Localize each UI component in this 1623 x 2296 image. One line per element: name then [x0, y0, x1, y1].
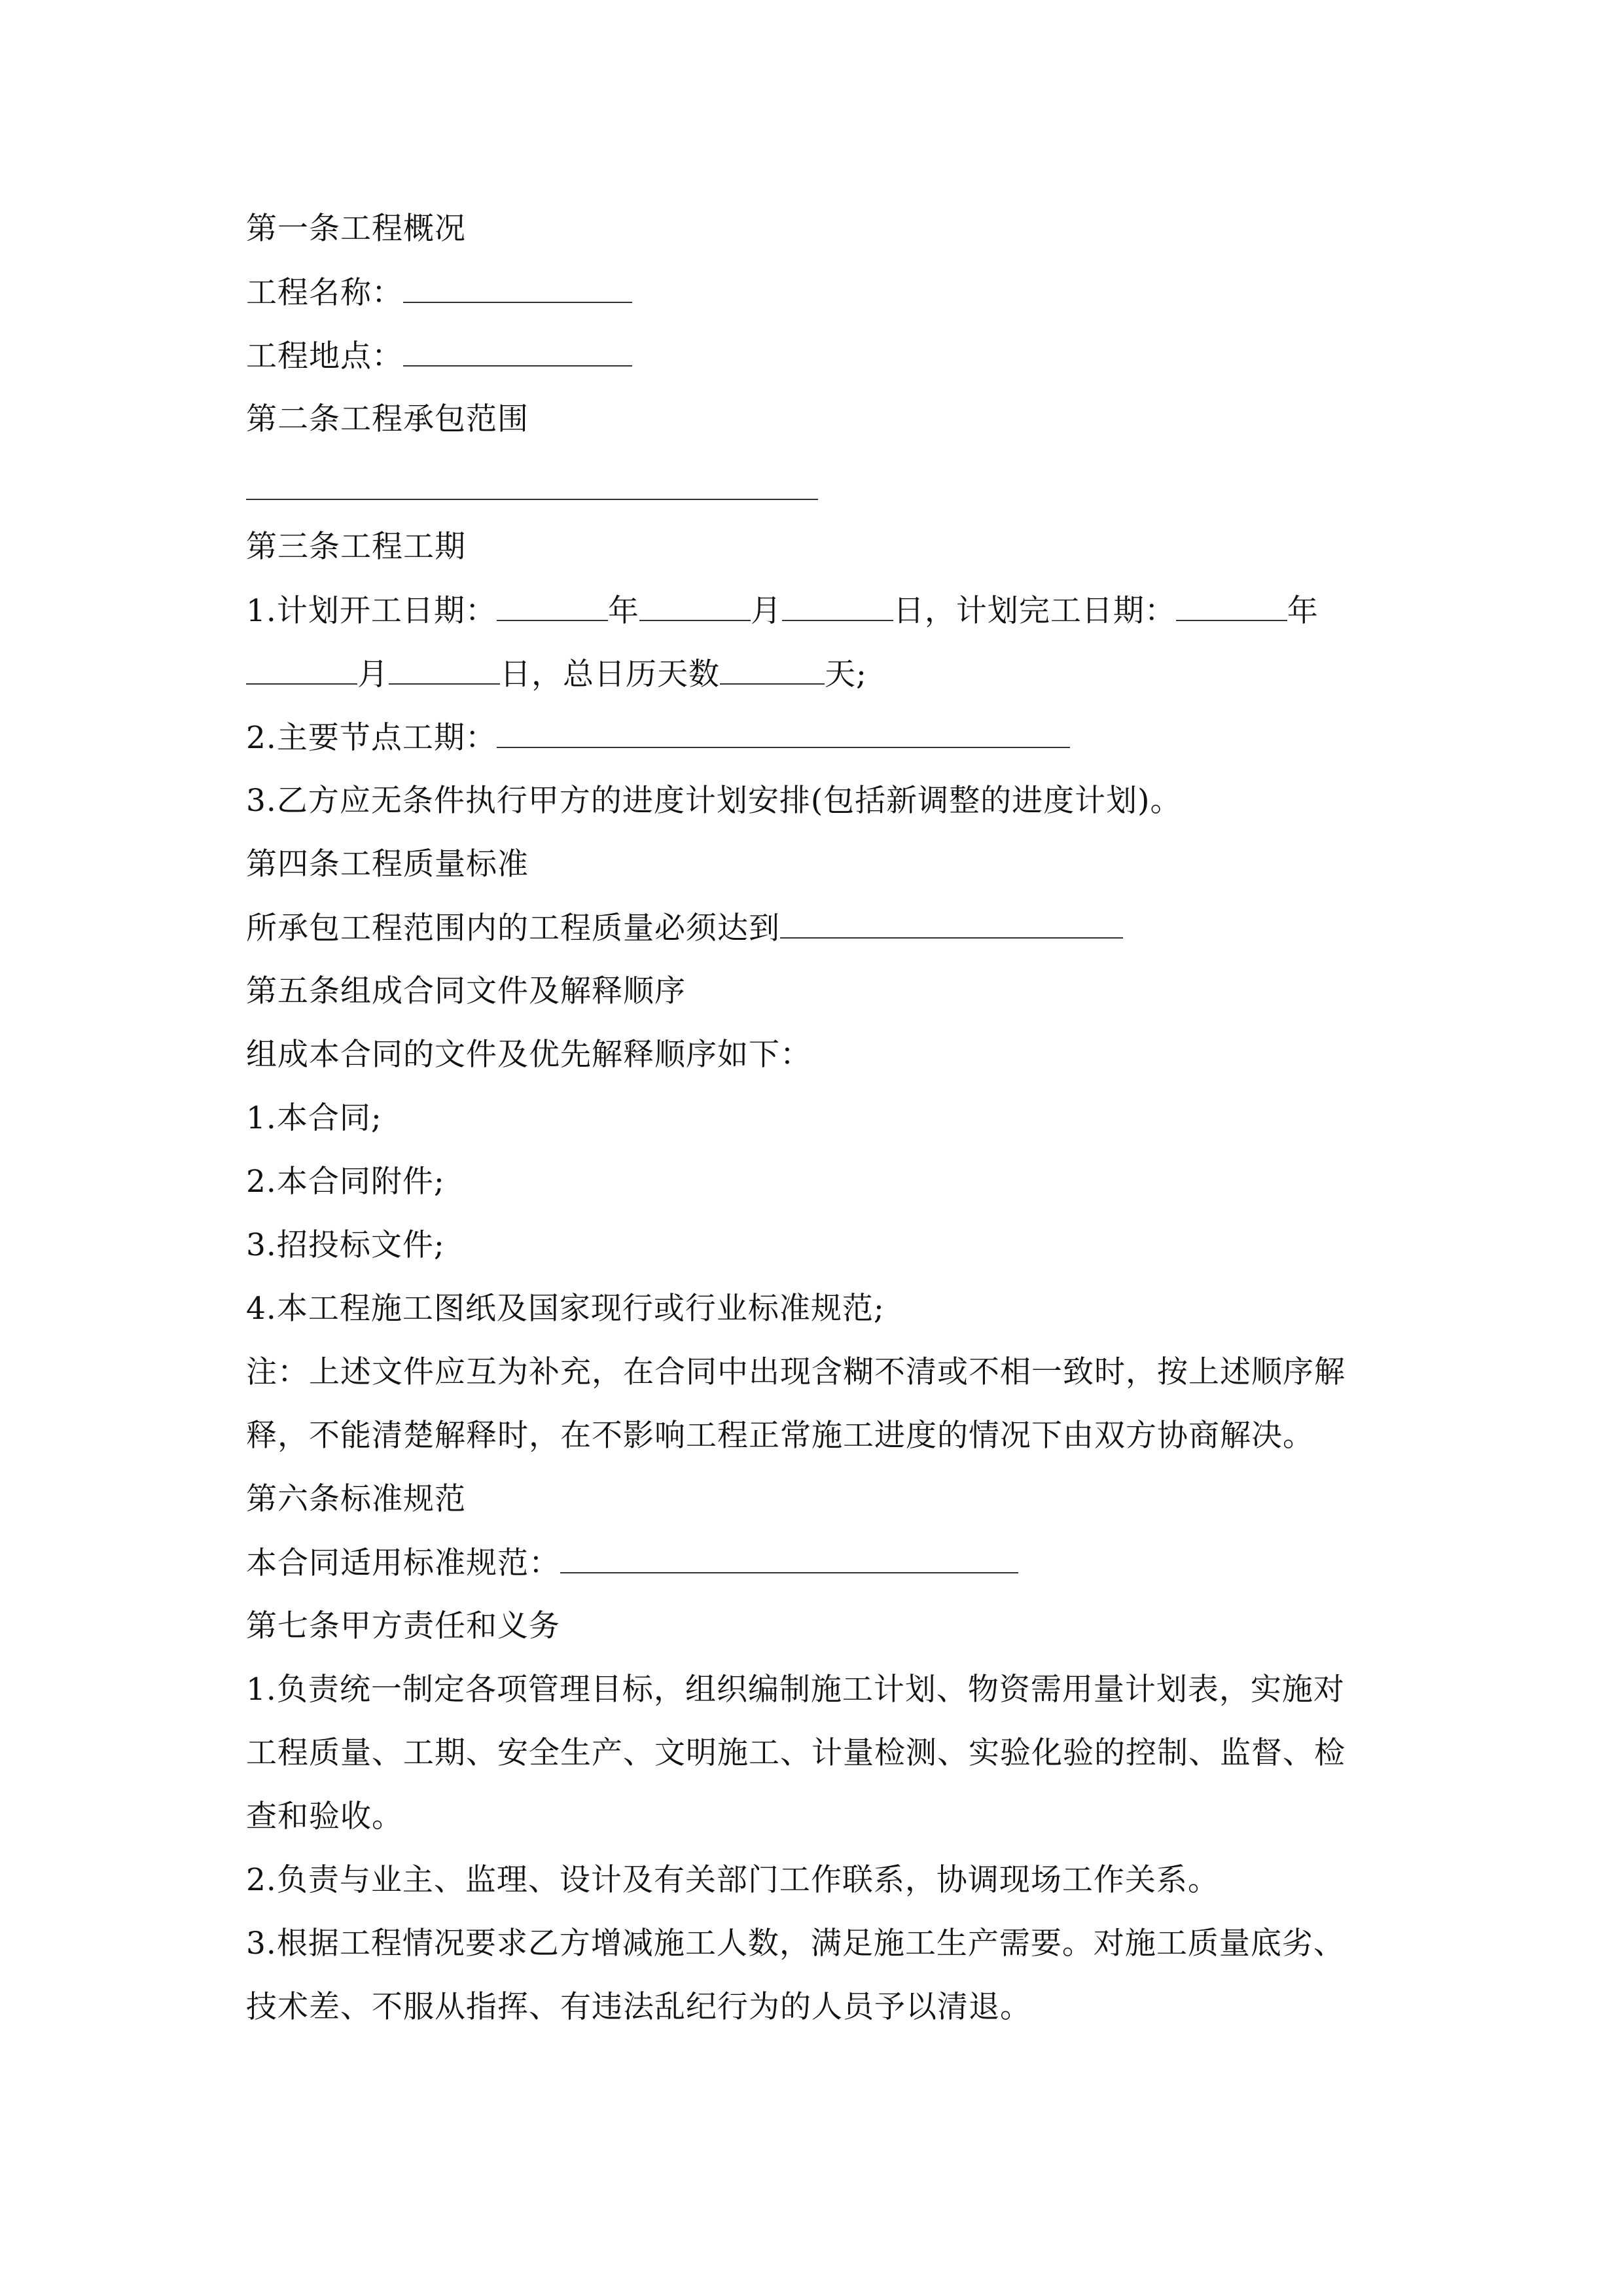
section-2-title: 第二条工程承包范围 [246, 401, 529, 437]
finish-year-blank[interactable] [1176, 591, 1287, 621]
finish-year-unit: 年 [1287, 593, 1319, 629]
standards-label: 本合同适用标准规范： [246, 1545, 560, 1581]
duty-1-line-1: 1.负责统一制定各项管理目标，组织编制施工计划、物资需用量计划表，实施对 [246, 1672, 1345, 1708]
duty-1-line-2: 工程质量、工期、安全生产、文明施工、计量检测、实验化验的控制、监督、检 [246, 1735, 1346, 1771]
document-list-item: 1.本合同; [246, 1100, 382, 1136]
duty-2: 2.负责与业主、监理、设计及有关部门工作联系，协调现场工作关系。 [246, 1862, 1219, 1898]
project-site-row [246, 336, 632, 376]
start-year-unit: 年 [607, 593, 639, 629]
quality-row [246, 908, 1123, 948]
total-days-label: 日，总日历天数 [500, 656, 720, 692]
schedule-finish-row [246, 655, 867, 694]
duty-3-line-2: 技术差、不服从指挥、有违法乱纪行为的人员予以清退。 [246, 1989, 1031, 2025]
section-6-title: 第六条标准规范 [246, 1481, 466, 1517]
start-date-label: 1.计划开工日期： [246, 593, 497, 629]
total-days-unit: 天; [825, 656, 867, 692]
duty-1-line-3: 查和验收。 [246, 1799, 403, 1835]
finish-month-unit: 月 [357, 656, 389, 692]
total-days-blank[interactable] [720, 655, 825, 685]
document-list-item: 3.招投标文件; [246, 1227, 445, 1263]
project-site-blank[interactable] [403, 336, 632, 367]
milestone-blank[interactable] [497, 718, 1070, 748]
section-7-title: 第七条甲方责任和义务 [246, 1608, 560, 1644]
standards-blank[interactable] [560, 1543, 1018, 1573]
start-year-blank[interactable] [497, 591, 608, 621]
start-day-unit: 日， [893, 593, 956, 629]
document-list-item: 2.本合同附件; [246, 1164, 445, 1200]
schedule-clause-3: 3.乙方应无条件执行甲方的进度计划安排(包括新调整的进度计划)。 [246, 783, 1182, 819]
start-month-blank[interactable] [639, 591, 751, 621]
quality-label: 所承包工程范围内的工程质量必须达到 [246, 910, 780, 946]
quality-blank[interactable] [780, 908, 1123, 939]
finish-day-blank[interactable] [389, 655, 500, 685]
project-site-label: 工程地点： [246, 338, 403, 374]
scope-blank-line[interactable] [246, 499, 818, 500]
standards-row [246, 1543, 1018, 1583]
documents-intro: 组成本合同的文件及优先解释顺序如下： [246, 1037, 812, 1073]
project-name-row [246, 273, 632, 312]
project-name-label: 工程名称： [246, 275, 403, 311]
documents-note-line-1: 注：上述文件应互为补充，在合同中出现含糊不清或不相一致时，按上述顺序解 [246, 1354, 1346, 1390]
milestone-row [246, 718, 1070, 757]
section-4-title: 第四条工程质量标准 [246, 846, 529, 882]
duty-3-line-1: 3.根据工程情况要求乙方增减施工人数，满足施工生产需要。对施工质量底劣、 [246, 1926, 1345, 1962]
section-1-title: 第一条工程概况 [246, 211, 466, 247]
section-3-title: 第三条工程工期 [246, 529, 466, 565]
document-list-item: 4.本工程施工图纸及国家现行或行业标准规范; [246, 1291, 885, 1327]
section-5-title: 第五条组成合同文件及解释顺序 [246, 973, 686, 1009]
finish-date-label: 计划完工日期： [955, 593, 1176, 629]
schedule-start-row [246, 591, 1319, 630]
documents-note-line-2: 释，不能清楚解释时，在不影响工程正常施工进度的情况下由双方协商解决。 [246, 1418, 1314, 1454]
start-day-blank[interactable] [782, 591, 893, 621]
project-name-blank[interactable] [403, 273, 632, 303]
finish-month-blank[interactable] [246, 655, 357, 685]
start-month-unit: 月 [750, 593, 782, 629]
milestone-label: 2.主要节点工期： [246, 720, 497, 756]
